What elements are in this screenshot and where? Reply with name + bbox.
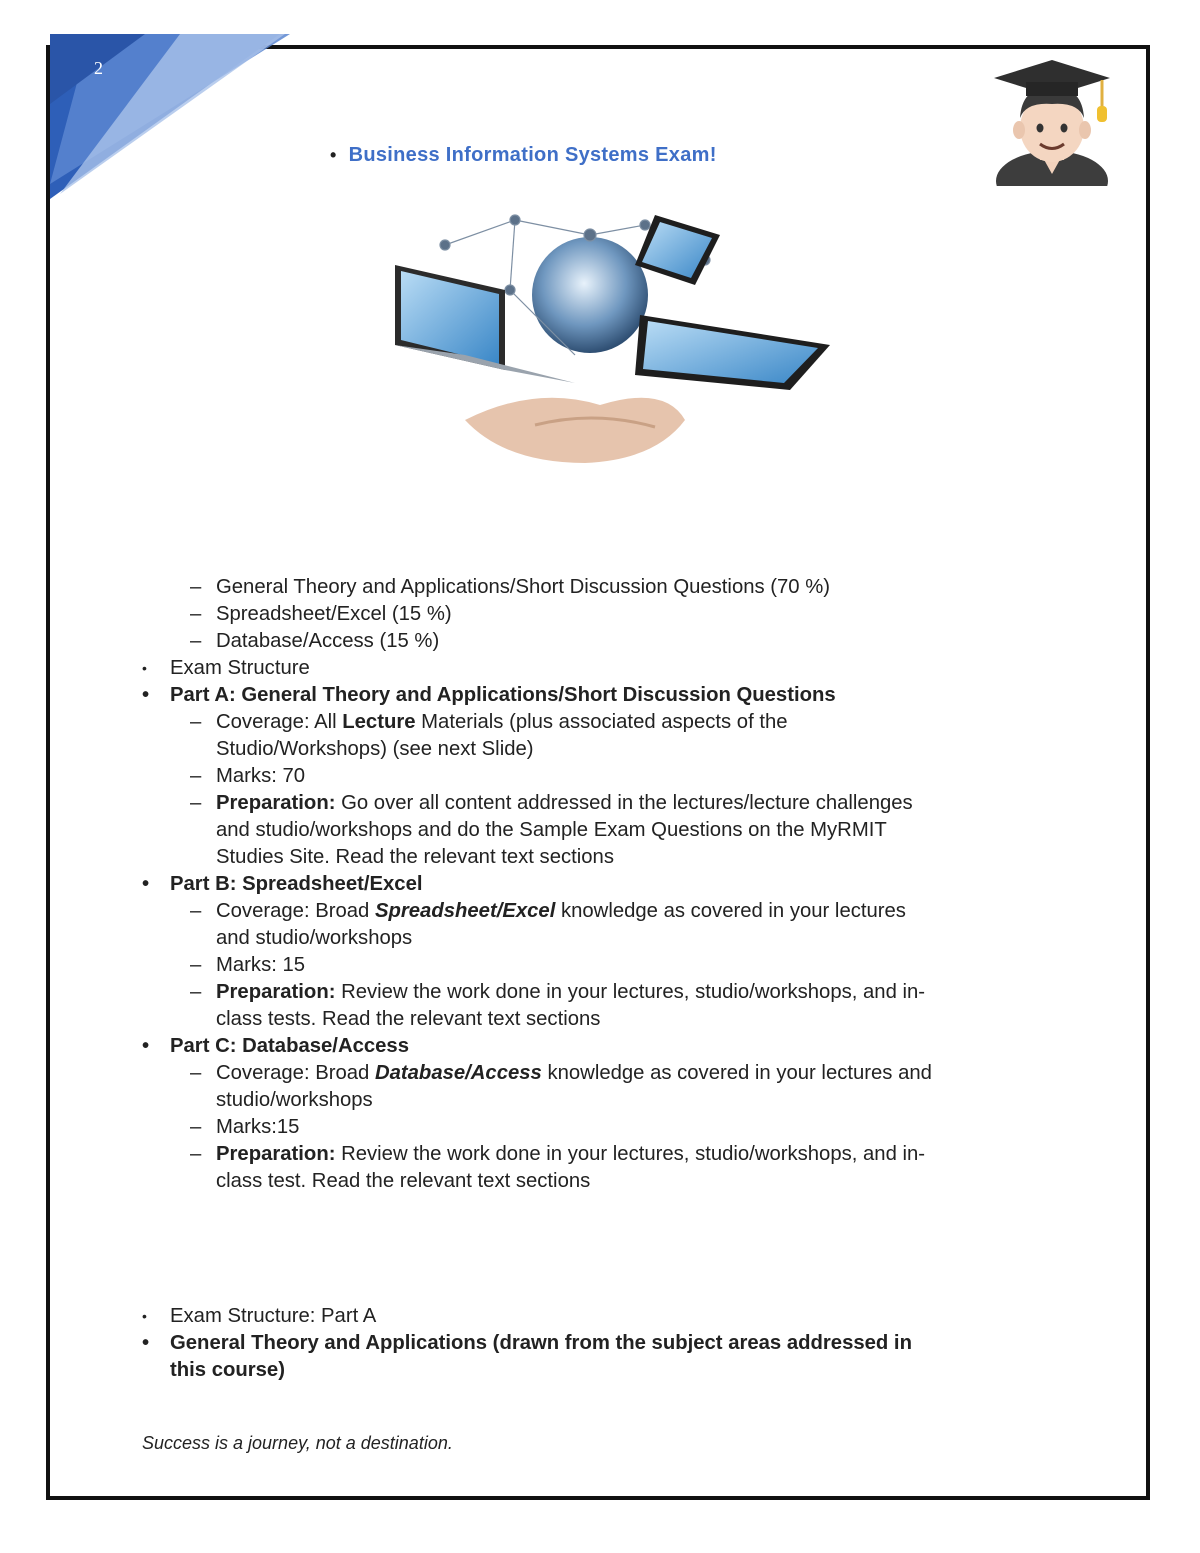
continuation-text: Studio/Workshops) (see next Slide) <box>216 738 534 760</box>
continuation-text: class tests. Read the relevant text sections <box>216 1008 601 1030</box>
text: Coverage: Broad <box>216 900 375 922</box>
bullet-icon: • <box>330 145 337 165</box>
list-item: – Database/Access (15 %) <box>190 630 440 652</box>
heading-text: General Theory and Applications (drawn from the subject areas addressed in <box>170 1332 912 1354</box>
page-number: 2 <box>94 58 103 78</box>
list-item: – Marks:15 <box>190 1116 300 1138</box>
corner-decoration <box>50 34 290 199</box>
devices-illustration <box>385 205 835 467</box>
structure-label: Exam Structure <box>170 657 310 679</box>
text: Materials (plus associated aspects of the <box>415 711 788 733</box>
text: Database/Access <box>374 1062 542 1084</box>
text: Lecture <box>342 711 416 733</box>
text: Preparation: <box>216 1143 336 1165</box>
part-a-heading: • Part A: General Theory and Applications/Short Discussion Questions <box>142 684 836 706</box>
weight-text: Spreadsheet/Excel (15 %) <box>216 603 452 625</box>
text: Preparation: <box>216 792 336 814</box>
list-item: – Spreadsheet/Excel (15 %) <box>190 603 452 625</box>
weight-text: General Theory and Applications/Short Discussion Questions (70 %) <box>216 576 831 598</box>
heading-text: Part C: Database/Access <box>170 1035 409 1057</box>
footer-quote: Success is a journey, not a destination. <box>142 1433 453 1453</box>
marks-text: Marks: 70 <box>216 765 306 787</box>
heading-text: Part A: General Theory and Applications/Short Discussion Questions <box>170 684 836 706</box>
list-item: – Preparation: Review the work done in your lectures, studio/workshops, and in- <box>190 981 926 1003</box>
list-item: • Exam Structure <box>142 657 310 679</box>
text: knowledge as covered in your lectures <box>555 900 906 922</box>
structure-label: Exam Structure: Part A <box>170 1305 377 1327</box>
list-item: – Coverage: Broad Spreadsheet/Excel knowledge as covered in your lectures <box>190 900 906 922</box>
text: Spreadsheet/Excel <box>374 900 556 922</box>
continuation-text: and studio/workshops <box>216 927 413 949</box>
list-item: – Preparation: Review the work done in your lectures, studio/workshops, and in- <box>190 1143 926 1165</box>
part-c-heading: • Part C: Database/Access <box>142 1035 409 1057</box>
part-b-heading: • Part B: Spreadsheet/Excel <box>142 873 423 895</box>
page-title <box>330 144 717 167</box>
continuation-text: studio/workshops <box>216 1089 373 1111</box>
spacer <box>142 1195 1062 1303</box>
text: Preparation: <box>216 981 336 1003</box>
list-item: • Exam Structure: Part A <box>142 1305 377 1327</box>
page-title-text: Business Information Systems Exam! <box>348 144 717 166</box>
list-item: – Coverage: Broad Database/Access knowledge as covered in your lectures and <box>190 1062 932 1084</box>
weight-text: Database/Access (15 %) <box>216 630 440 652</box>
list-item: – Preparation: Go over all content addressed in the lectures/lecture challenges <box>190 792 913 814</box>
marks-text: Marks:15 <box>216 1116 300 1138</box>
text: Coverage: Broad <box>216 1062 375 1084</box>
list-item: – Coverage: All Lecture Materials (plus associated aspects of the <box>190 711 788 733</box>
continuation-text: class test. Read the relevant text sections <box>216 1170 591 1192</box>
continuation-text: and studio/workshops and do the Sample Exam Questions on the MyRMIT <box>216 819 887 841</box>
heading-continuation: this course) <box>170 1359 285 1381</box>
text: Review the work done in your lectures, studio/workshops, and in- <box>335 1143 926 1165</box>
text: Review the work done in your lectures, studio/workshops, and in- <box>335 981 926 1003</box>
text: knowledge as covered in your lectures and <box>541 1062 932 1084</box>
part-a-section-heading: • General Theory and Applications (drawn from the subject areas addressed in <box>142 1332 912 1354</box>
graduate-icon <box>990 56 1114 186</box>
list-item: – General Theory and Applications/Short Discussion Questions (70 %) <box>190 576 831 598</box>
heading-text: Part B: Spreadsheet/Excel <box>170 873 423 895</box>
text: Go over all content addressed in the lectures/lecture challenges <box>335 792 913 814</box>
marks-text: Marks: 15 <box>216 954 306 976</box>
continuation-text: Studies Site. Read the relevant text sections <box>216 846 614 868</box>
exam-content <box>142 574 1062 1384</box>
list-item: – Marks: 70 <box>190 765 306 787</box>
list-item: – Marks: 15 <box>190 954 306 976</box>
text: Coverage: All <box>216 711 343 733</box>
